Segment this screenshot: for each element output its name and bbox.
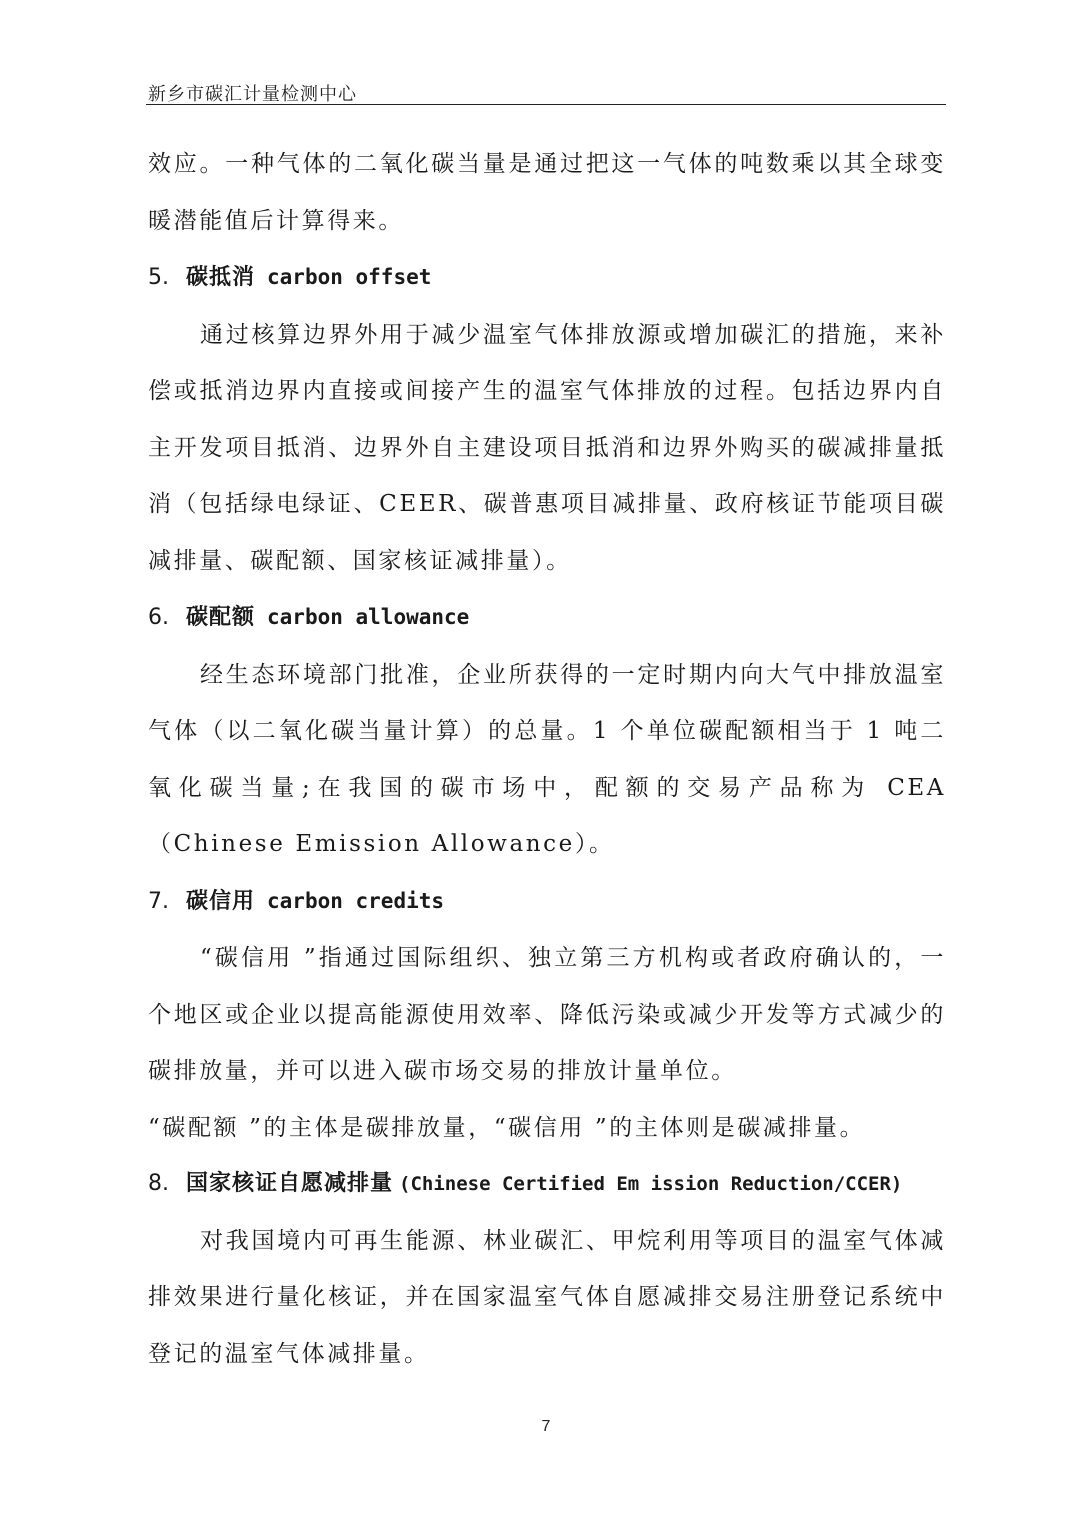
page-body xyxy=(148,136,946,1382)
header-rule xyxy=(146,104,946,105)
section-6-title-en: carbon allowance xyxy=(267,605,470,629)
section-7-heading xyxy=(148,873,946,931)
intro-paragraph: 效应。一种气体的二氧化碳当量是通过把这一气体的吨数乘以其全球变暖潜能值后计算得来。 xyxy=(148,151,946,234)
section-5-body: 通过核算边界外用于减少温室气体排放源或增加碳汇的措施，来补偿或抵消边界内直接或间接产生的温室气体排放的过程。包括边界内自主开发项目抵消、边界外自主建设项目抵消和边界外购买的碳减排量抵消（包括绿电绿证、CEER、碳普惠项目减排量、政府核证节能项目碳减排量、碳配额、国家核证减排量）。 xyxy=(148,321,946,574)
section-7-number: 7. xyxy=(148,888,169,914)
section-8-number: 8. xyxy=(148,1171,169,1196)
section-6-number: 6. xyxy=(148,605,169,630)
section-5-title-en: carbon offset xyxy=(267,265,432,289)
section-7-title-zh: 碳信用 xyxy=(186,888,256,914)
section-8-body: 对我国境内可再生能源、林业碳汇、甲烷利用等项目的温室气体减排效果进行量化核证，并在国家温室气体自愿减排交易注册登记系统中登记的温室气体减排量。 xyxy=(148,1227,946,1367)
section-7-body: “碳信用 ”指通过国际组织、独立第三方机构或者政府确认的，一个地区或企业以提高能源使用效率、降低污染或减少开发等方式减少的碳排放量，并可以进入碳市场交易的排放计量单位。 xyxy=(148,945,946,1084)
section-7-title-en: carbon credits xyxy=(267,888,445,913)
section-8-heading xyxy=(148,1156,946,1213)
section-6-title-zh: 碳配额 xyxy=(186,605,256,630)
running-header: 新乡市碳汇计量检测中心 xyxy=(148,84,357,105)
section-5-number: 5. xyxy=(148,265,169,290)
section-5-title-zh: 碳抵消 xyxy=(186,265,256,290)
section-6-heading xyxy=(148,589,946,647)
section-8-title-en: (Chinese Certified Em ission Reduction/CCER) xyxy=(399,1173,903,1195)
page-number: 7 xyxy=(541,1418,551,1435)
section-6-body: 经生态环境部门批准，企业所获得的一定时期内向大气中排放温室气体（以二氧化碳当量计算）的总量。1 个单位碳配额相当于 1 吨二氧化碳当量;在我国的碳市场中，配额的交易产品称为 CEA（Chinese Emission Allowance）。 xyxy=(148,661,946,857)
section-8-title-zh: 国家核证自愿减排量 xyxy=(186,1171,394,1196)
section-5-heading xyxy=(148,249,946,307)
section-7-note: “碳配额 ”的主体是碳排放量，“碳信用 ”的主体则是碳减排量。 xyxy=(148,1114,866,1141)
